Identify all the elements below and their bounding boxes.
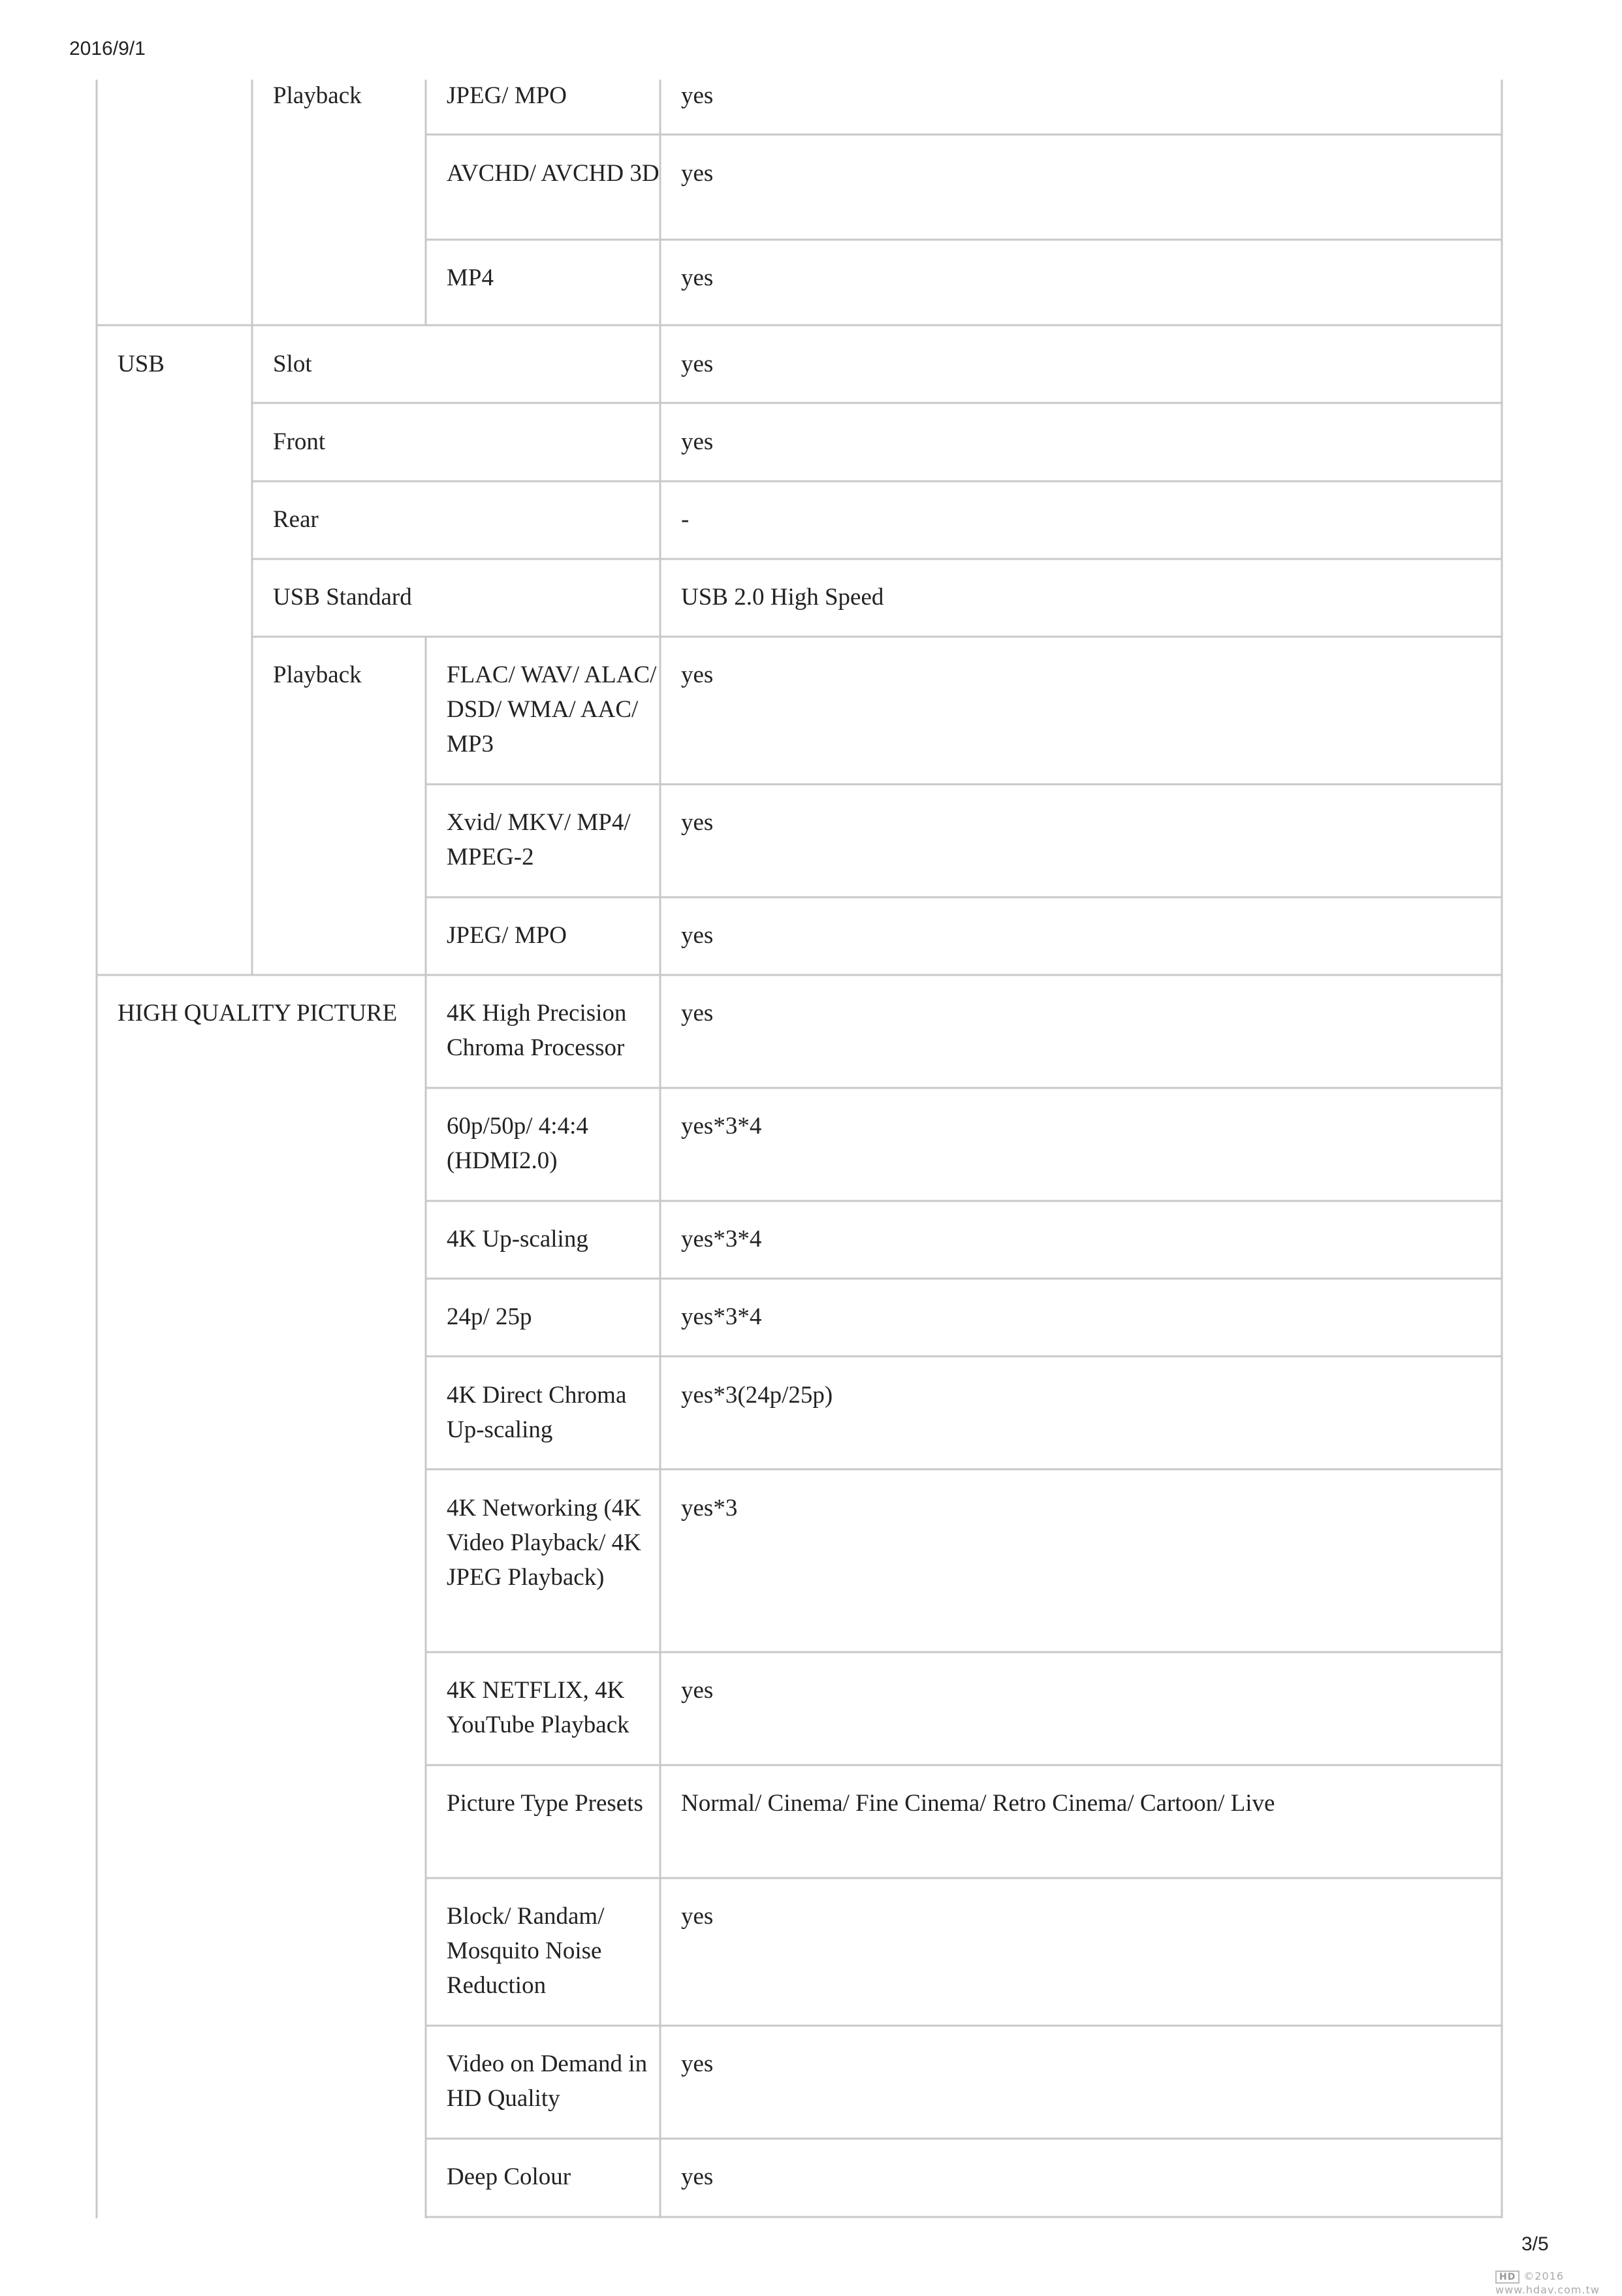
usb-standard-value: USB 2.0 High Speed <box>681 584 884 611</box>
row-label: JPEG/ MPO <box>447 82 567 109</box>
row-label: MP4 <box>447 264 494 291</box>
row-value: yes <box>681 264 714 291</box>
row-label: AVCHD/ AVCHD 3D <box>447 160 660 187</box>
page-date: 2016/9/1 <box>69 38 146 59</box>
usb-rear-value: - <box>681 506 690 533</box>
row-value: yes <box>681 922 714 949</box>
row-label: Block/ Randam/ Mosquito Noise Reduction <box>447 1903 605 1999</box>
row-label: Deep Colour <box>447 2163 571 2190</box>
row-value: yes <box>681 809 714 836</box>
group-label-playback-top: Playback <box>273 82 362 109</box>
row-label: 24p/ 25p <box>447 1303 532 1330</box>
row-label: 4K Direct Chroma Up-scaling <box>447 1382 627 1443</box>
usb-slot-value: yes <box>681 351 714 377</box>
row-label: 60p/50p/ 4:4:4 (HDMI2.0) <box>447 1113 588 1174</box>
section-label-usb: USB <box>118 351 165 377</box>
usb-front-label: Front <box>273 428 326 455</box>
row-value: yes*3*4 <box>681 1113 762 1140</box>
row-label: JPEG/ MPO <box>447 922 567 949</box>
row-value: yes <box>681 160 714 187</box>
row-label: 4K Networking (4K Video Playback/ 4K JPEG Playback) <box>447 1495 642 1591</box>
row-label: 4K High Precision Chroma Processor <box>447 1000 627 1061</box>
row-label: FLAC/ WAV/ ALAC/ DSD/ WMA/ AAC/ MP3 <box>447 662 657 757</box>
usb-front-value: yes <box>681 428 714 455</box>
row-value: yes <box>681 1000 714 1027</box>
row-value: yes*3(24p/25p) <box>681 1382 833 1409</box>
usb-playback-label: Playback <box>273 662 362 688</box>
row-value: yes*3 <box>681 1495 738 1522</box>
row-label: 4K Up-scaling <box>447 1226 588 1252</box>
usb-rear-label: Rear <box>273 506 319 533</box>
usb-slot-label: Slot <box>273 351 312 377</box>
row-value: yes <box>681 82 714 109</box>
row-label: Picture Type Presets <box>447 1790 643 1817</box>
page-number: 3/5 <box>1521 2233 1549 2255</box>
row-label: Xvid/ MKV/ MP4/ MPEG-2 <box>447 809 631 870</box>
row-value: yes <box>681 1677 714 1704</box>
watermark-text: ©2016 www.hdav.com.tw <box>1495 2270 1600 2296</box>
usb-standard-label: USB Standard <box>273 584 412 611</box>
row-label: 4K NETFLIX, 4K YouTube Playback <box>447 1677 629 1738</box>
row-value: yes*3*4 <box>681 1303 762 1330</box>
watermark-badge: HD <box>1495 2271 1519 2284</box>
row-value: yes*3*4 <box>681 1226 762 1252</box>
watermark <box>1495 2270 1622 2296</box>
row-value: yes <box>681 662 714 688</box>
row-value: yes <box>681 1903 714 1930</box>
section-label-hq-picture: HIGH QUALITY PICTURE <box>118 1000 398 1027</box>
row-value: yes <box>681 2050 714 2077</box>
row-value: yes <box>681 2163 714 2190</box>
row-value: Normal/ Cinema/ Fine Cinema/ Retro Cinema/ Cartoon/ Live <box>681 1790 1275 1817</box>
row-label: Video on Demand in HD Quality <box>447 2050 648 2112</box>
